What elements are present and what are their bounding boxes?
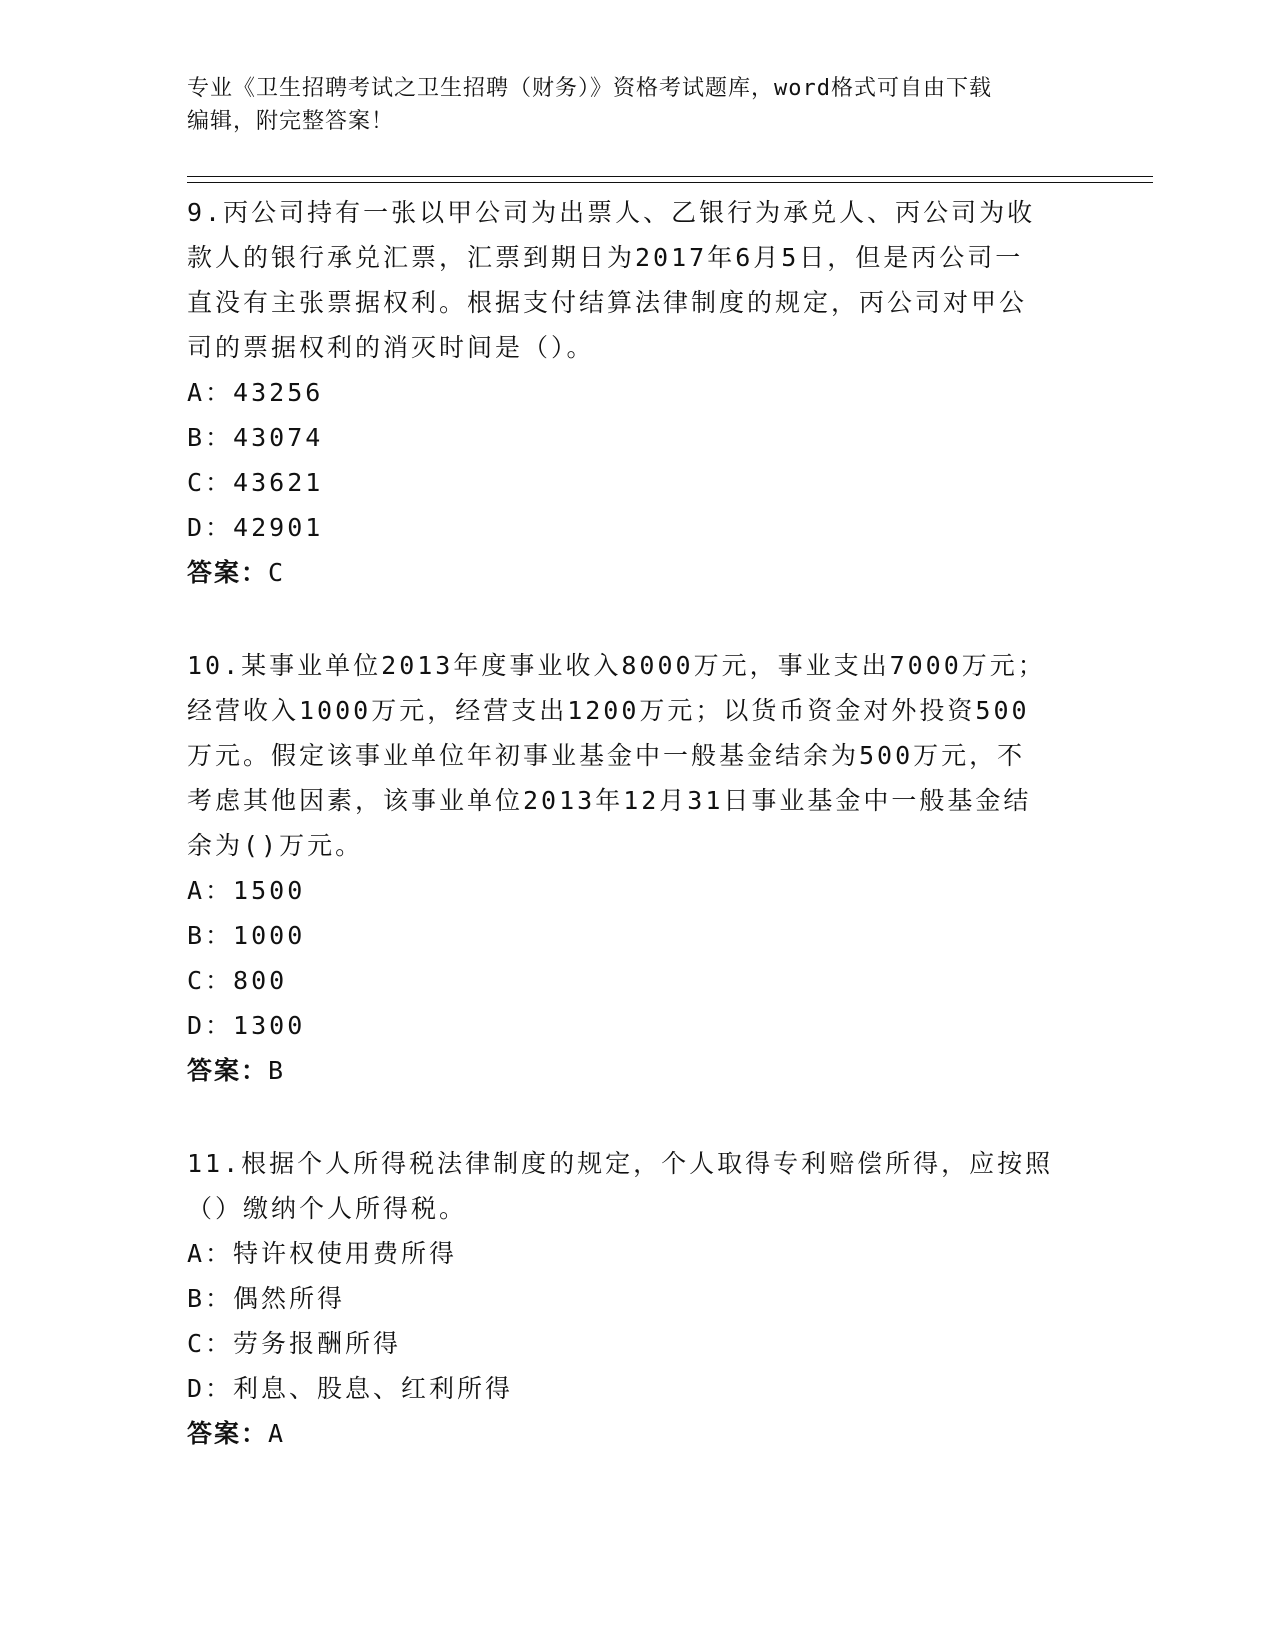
- question-stem: [187, 643, 1067, 868]
- option-c: C：43621: [187, 468, 324, 497]
- question-stem: [187, 1141, 1067, 1231]
- stem-line: （）缴纳个人所得税。: [187, 1194, 468, 1223]
- option-a: A：43256: [187, 378, 324, 407]
- question-9: [187, 190, 1067, 595]
- option-d: D：1300: [187, 1011, 306, 1040]
- question-stem: [187, 190, 1067, 370]
- answer-value: C: [268, 558, 286, 587]
- header-line-1: 专业《卫生招聘考试之卫生招聘（财务）》资格考试题库，word格式可自由下载: [187, 76, 992, 101]
- option-b: B：43074: [187, 423, 324, 452]
- stem-line: 11.根据个人所得税法律制度的规定，个人取得专利赔偿所得，应按照: [187, 1149, 1054, 1178]
- stem-line: 9.丙公司持有一张以甲公司为出票人、乙银行为承兑人、丙公司为收: [187, 198, 1036, 227]
- option-c: C：劳务报酬所得: [187, 1329, 402, 1358]
- answer-label: 答案：: [187, 1056, 269, 1085]
- answer-line: [187, 1048, 1067, 1093]
- question-10: [187, 643, 1067, 1093]
- option-d: D：利息、股息、红利所得: [187, 1374, 514, 1403]
- stem-line: 考虑其他因素，该事业单位2013年12月31日事业基金中一般基金结: [187, 786, 1032, 815]
- stem-line: 万元。假定该事业单位年初事业基金中一般基金结余为500万元，不: [187, 741, 1026, 770]
- option-b: B：偶然所得: [187, 1284, 346, 1313]
- answer-label: 答案：: [187, 1419, 269, 1448]
- stem-line: 经营收入1000万元，经营支出1200万元；以货币资金对外投资500: [187, 696, 1030, 725]
- answer-label: 答案：: [187, 558, 269, 587]
- option-d: D：42901: [187, 513, 324, 542]
- option-c: C：800: [187, 966, 288, 995]
- stem-line: 直没有主张票据权利。根据支付结算法律制度的规定，丙公司对甲公: [187, 288, 1028, 317]
- stem-line: 款人的银行承兑汇票，汇票到期日为2017年6月5日，但是丙公司一: [187, 243, 1024, 272]
- header-line-2: 编辑，附完整答案！: [187, 109, 395, 134]
- document-header: [187, 72, 1067, 138]
- stem-line: 10.某事业单位2013年度事业收入8000万元，事业支出7000万元；: [187, 651, 1046, 680]
- answer-value: B: [268, 1056, 286, 1085]
- option-a: A：1500: [187, 876, 306, 905]
- question-11: [187, 1141, 1067, 1456]
- answer-line: [187, 1411, 1067, 1456]
- answer-line: [187, 550, 1067, 595]
- option-a: A：特许权使用费所得: [187, 1239, 458, 1268]
- option-b: B：1000: [187, 921, 306, 950]
- stem-line: 司的票据权利的消灭时间是（）。: [187, 333, 595, 362]
- answer-value: A: [268, 1419, 286, 1448]
- stem-line: 余为()万元。: [187, 831, 364, 860]
- header-divider-bottom: [187, 182, 1153, 183]
- header-divider-top: [187, 176, 1153, 177]
